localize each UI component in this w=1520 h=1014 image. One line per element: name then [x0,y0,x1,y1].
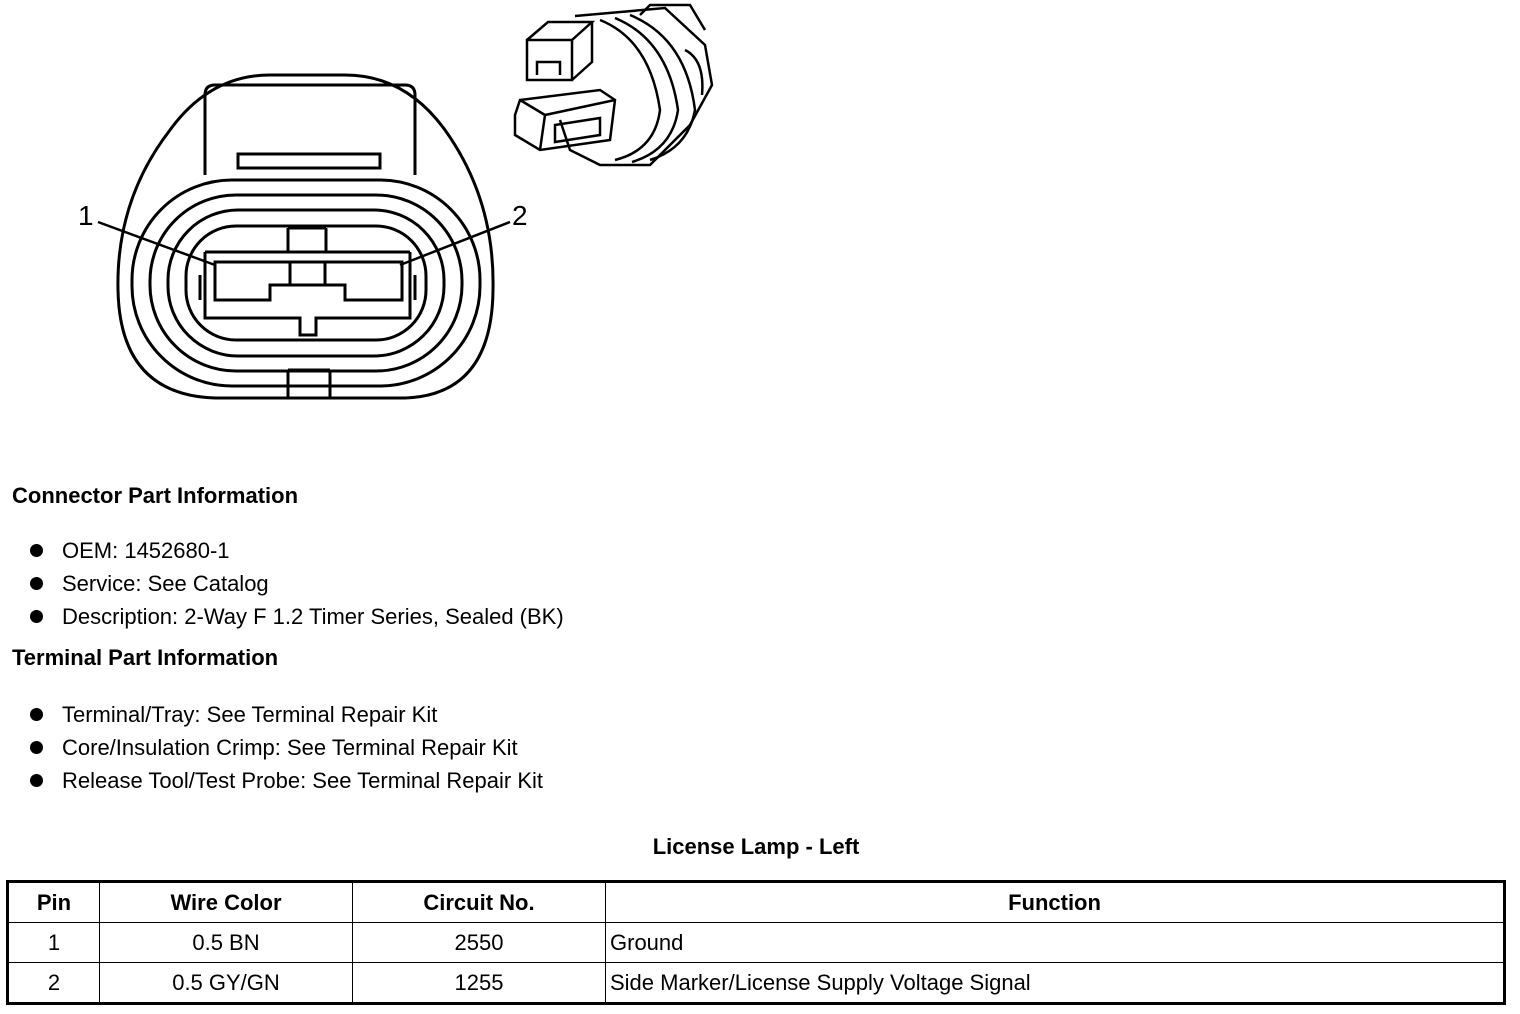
connector-part-info-heading: Connector Part Information [12,483,299,508]
table-row [8,923,1505,963]
table-title: License Lamp - Left [652,834,860,859]
cell-wire-color: 0.5 GY/GN [100,963,353,1004]
list-item: Terminal/Tray: See Terminal Repair Kit [30,698,543,731]
table-row [8,963,1505,1004]
latch-slot [238,154,380,168]
bullet-icon [30,708,43,721]
cell-circuit-no: 2550 [353,923,606,963]
cell-wire-color: 0.5 BN [100,923,353,963]
list-item: Service: See Catalog [30,567,564,600]
connector-figure [0,0,760,420]
pin-table [6,880,1506,1005]
cell-circuit-no: 1255 [353,963,606,1004]
cell-function: Side Marker/License Supply Voltage Signal [606,963,1505,1004]
column-header-circuit-no: Circuit No. [353,882,606,923]
connector-outer-shell [118,75,493,398]
seal-ring-innermost [186,226,426,340]
bullet-icon [30,774,43,787]
list-item: OEM: 1452680-1 [30,534,564,567]
pin-1-label: 1 [78,200,94,231]
cavity-body [205,252,410,335]
connector-iso-sketch [515,5,712,165]
bullet-icon [30,741,43,754]
column-header-function: Function [606,882,1505,923]
pin-1-cavity [215,262,290,300]
bullet-icon [30,577,43,590]
terminal-part-info-heading: Terminal Part Information [12,645,279,670]
list-item: Core/Insulation Crimp: See Terminal Repair Kit [30,731,543,764]
connector-part-info-list [30,534,564,633]
list-item: Release Tool/Test Probe: See Terminal Repair Kit [30,764,543,797]
connector-face-drawing [0,0,760,420]
column-header-pin: Pin [8,882,100,923]
cell-function: Ground [606,923,1505,963]
table-header-row [8,882,1505,923]
bullet-icon [30,610,43,623]
bullet-icon [30,544,43,557]
pin-2-cavity [325,262,402,300]
terminal-part-info-list [30,698,543,797]
column-header-wire-color: Wire Color [100,882,353,923]
cell-pin: 2 [8,963,100,1004]
cell-pin: 1 [8,923,100,963]
pin-2-label: 2 [512,200,528,231]
list-item: Description: 2-Way F 1.2 Timer Series, Sealed (BK) [30,600,564,633]
